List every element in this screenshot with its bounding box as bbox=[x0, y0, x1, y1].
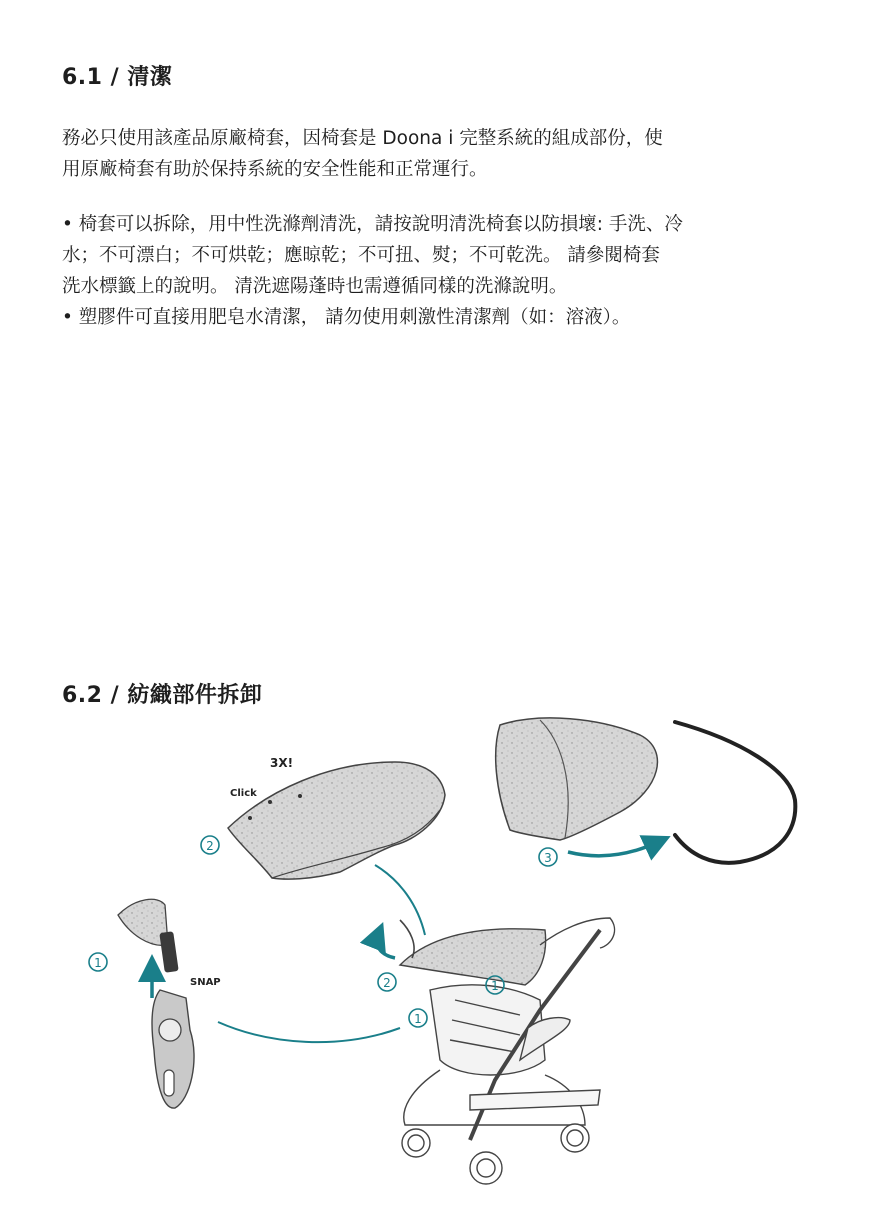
click-label: Click bbox=[230, 788, 257, 799]
svg-text:2: 2 bbox=[206, 839, 214, 853]
bullet-line-3: 洗水標籤上的說明。 清洗遮陽蓬時也需遵循同樣的洗滌說明。 bbox=[62, 276, 568, 297]
svg-text:1: 1 bbox=[491, 979, 499, 993]
step-2-badge bbox=[201, 836, 219, 854]
bullet-line-2: 水；不可漂白；不可烘乾；應晾乾；不可扭、熨；不可乾洗。 請參閱椅套 bbox=[62, 245, 660, 266]
section-6-1-heading: 6.1 / 清潔 bbox=[62, 65, 173, 90]
svg-text:1: 1 bbox=[94, 956, 102, 970]
intro-line-1: 務必只使用該產品原廠椅套，因椅套是 Doona i 完整系統的組成部份，使 bbox=[62, 128, 663, 149]
connector-curve-bottom bbox=[218, 1022, 400, 1042]
svg-text:2: 2 bbox=[383, 976, 391, 990]
three-times-label: 3X! bbox=[270, 756, 294, 770]
step-1-badge-left bbox=[89, 953, 107, 971]
bullet-line-4: • 塑膠件可直接用肥皂水清潔， 請勿使用刺激性清潔劑（如：溶液）。 bbox=[62, 307, 631, 328]
intro-line-2: 用原廠椅套有助於保持系統的安全性能和正常運行。 bbox=[62, 159, 488, 180]
bullet-line-1: • 椅套可以拆除，用中性洗滌劑清洗，請按說明清洗椅套以防損壞: 手洗、冷 bbox=[62, 214, 683, 235]
car-seat-stroller-icon bbox=[400, 918, 615, 1184]
arrow-curl-icon bbox=[377, 935, 395, 958]
svg-text:3: 3 bbox=[544, 851, 552, 865]
step-1-badge-stroller-left bbox=[409, 1009, 427, 1027]
step-3-badge bbox=[539, 848, 557, 866]
snap-label: SNAP bbox=[190, 977, 221, 988]
canopy-fabric-icon bbox=[228, 762, 445, 879]
buckle-clip-icon bbox=[152, 990, 194, 1108]
connector-curve-top bbox=[375, 865, 425, 935]
canopy-flat-icon bbox=[496, 718, 658, 840]
fabric-corner-icon bbox=[118, 899, 179, 972]
section-6-2-heading: 6.2 / 紡織部件拆卸 bbox=[62, 683, 263, 708]
arrow-icon bbox=[568, 842, 658, 856]
canopy-frame-icon bbox=[675, 722, 795, 863]
step-2-badge-stroller bbox=[378, 973, 396, 991]
svg-text:1: 1 bbox=[414, 1012, 422, 1026]
